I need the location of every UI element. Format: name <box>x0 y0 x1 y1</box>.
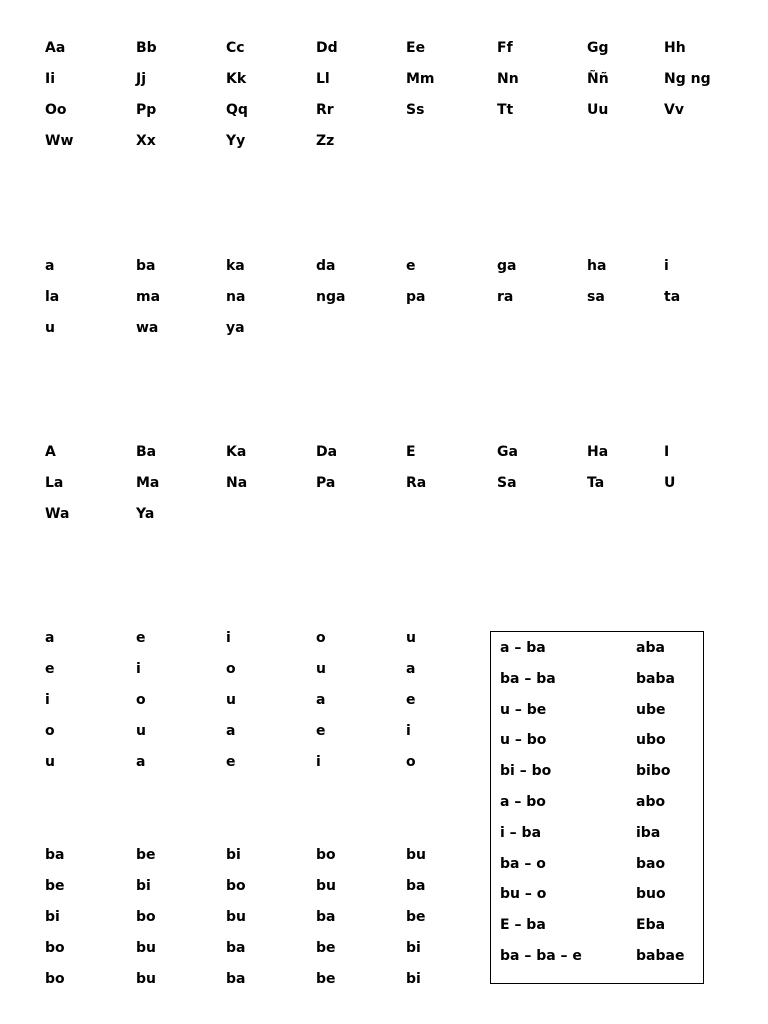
b-syllable: bu <box>316 878 336 894</box>
uppercase-syllable: Pa <box>316 475 336 491</box>
alphabet-letter: Zz <box>316 133 335 149</box>
b-syllable: ba <box>226 971 246 987</box>
combined-word: babae <box>636 948 685 964</box>
alphabet-letter: Mm <box>406 71 435 87</box>
syllable-parts: ba – ba – e <box>500 948 582 964</box>
b-syllable: ba <box>316 909 336 925</box>
combined-word: bao <box>636 855 666 872</box>
b-syllable: be <box>45 878 65 894</box>
lowercase-syllable: wa <box>136 320 159 336</box>
vowel: a <box>226 723 236 739</box>
lowercase-syllable: la <box>45 289 60 305</box>
vowel: o <box>136 692 146 708</box>
lowercase-syllable: pa <box>406 289 426 305</box>
combined-word: Eba <box>636 917 666 934</box>
lowercase-syllable: ma <box>136 289 161 305</box>
vowel: i <box>136 661 141 677</box>
syllable-parts: u – bo <box>500 732 547 749</box>
alphabet-letter: Oo <box>45 102 67 118</box>
b-syllable: bo <box>316 847 336 863</box>
word-box-row <box>491 640 703 660</box>
b-syllable: bi <box>406 940 421 956</box>
alphabet-letter: Gg <box>587 40 609 56</box>
uppercase-syllable: A <box>45 444 56 460</box>
alphabet-letter: Pp <box>136 102 157 118</box>
combined-word: bibo <box>636 763 671 780</box>
vowel: u <box>136 723 146 739</box>
combined-word: aba <box>636 640 665 656</box>
vowel: u <box>45 754 55 770</box>
vowel: o <box>45 723 55 739</box>
alphabet-letter: Rr <box>316 102 334 118</box>
b-syllable: bu <box>136 940 156 956</box>
uppercase-syllable: Ka <box>226 444 247 460</box>
alphabet-letter: Bb <box>136 40 157 56</box>
vowel: a <box>45 630 55 646</box>
b-syllable: bi <box>226 847 241 863</box>
lowercase-syllable: e <box>406 258 416 274</box>
vowel: e <box>316 723 326 739</box>
lowercase-syllable: da <box>316 258 336 274</box>
word-box-row <box>491 671 703 691</box>
alphabet-letter: Ww <box>45 133 74 149</box>
uppercase-syllable: Ma <box>136 475 160 491</box>
vowel: u <box>406 630 416 646</box>
alphabet-letter: Jj <box>136 71 147 87</box>
uppercase-syllable: E <box>406 444 416 460</box>
b-syllable: bi <box>136 878 151 894</box>
uppercase-syllable: U <box>664 475 676 491</box>
alphabet-letter: Ññ <box>587 71 609 87</box>
uppercase-syllable: Ta <box>587 475 605 491</box>
uppercase-syllable: Na <box>226 475 248 491</box>
b-syllable: bi <box>406 971 421 987</box>
word-box-row <box>491 948 703 968</box>
syllable-parts: bi – bo <box>500 763 552 780</box>
syllable-parts: a – ba <box>500 640 546 656</box>
lowercase-syllable: ta <box>664 289 681 305</box>
vowel: o <box>226 661 236 677</box>
alphabet-letter: Tt <box>497 102 514 118</box>
vowel: e <box>406 692 416 708</box>
b-syllable: be <box>136 847 156 863</box>
lowercase-syllable: ha <box>587 258 607 274</box>
alphabet-letter: Xx <box>136 133 156 149</box>
word-box-row <box>491 917 703 937</box>
vowel: a <box>316 692 326 708</box>
lowercase-syllable: nga <box>316 289 346 305</box>
vowel: i <box>316 754 321 770</box>
alphabet-letter: Kk <box>226 71 247 87</box>
vowel: a <box>406 661 416 677</box>
syllable-parts: a – bo <box>500 794 546 810</box>
alphabet-letter: Hh <box>664 40 686 56</box>
b-syllable: bi <box>45 909 60 925</box>
alphabet-letter: Ee <box>406 40 426 56</box>
syllable-parts: ba – o <box>500 855 546 872</box>
vowel: e <box>226 754 236 770</box>
vowel: o <box>406 754 416 770</box>
b-syllable: bu <box>136 971 156 987</box>
lowercase-syllable: a <box>45 258 55 274</box>
syllable-parts: u – be <box>500 701 547 718</box>
b-syllable: bo <box>136 909 156 925</box>
lowercase-syllable: ra <box>497 289 514 305</box>
alphabet-letter: Ng ng <box>664 71 711 87</box>
lowercase-syllable: sa <box>587 289 605 305</box>
alphabet-letter: Ll <box>316 71 330 87</box>
alphabet-letter: Ss <box>406 102 425 118</box>
alphabet-letter: Ii <box>45 71 56 87</box>
alphabet-letter: Qq <box>226 102 248 118</box>
b-syllable: ba <box>45 847 65 863</box>
vowel: a <box>136 754 146 770</box>
combined-word: buo <box>636 886 666 903</box>
word-building-box <box>490 631 704 984</box>
vowel: e <box>136 630 146 646</box>
lowercase-syllable: ka <box>226 258 245 274</box>
vowel: e <box>45 661 55 677</box>
alphabet-letter: Aa <box>45 40 66 56</box>
b-syllable: be <box>316 940 336 956</box>
combined-word: baba <box>636 670 675 687</box>
b-syllable: bo <box>45 971 65 987</box>
b-syllable: be <box>316 971 336 987</box>
vowel: i <box>406 723 411 739</box>
uppercase-syllable: Ya <box>136 506 155 522</box>
uppercase-syllable: Ba <box>136 444 157 460</box>
alphabet-letter: Vv <box>664 102 684 118</box>
b-syllable: bu <box>226 909 246 925</box>
word-box-row <box>491 702 703 722</box>
uppercase-syllable: La <box>45 475 64 491</box>
word-box-row <box>491 763 703 783</box>
combined-word: iba <box>636 824 661 841</box>
b-syllable: be <box>406 909 426 925</box>
uppercase-syllable: Sa <box>497 475 517 491</box>
alphabet-letter: Cc <box>226 40 245 56</box>
combined-word: ube <box>636 701 666 718</box>
uppercase-syllable: Wa <box>45 506 70 522</box>
lowercase-syllable: ga <box>497 258 517 274</box>
word-box-row <box>491 825 703 845</box>
uppercase-syllable: Ha <box>587 444 609 460</box>
lowercase-syllable: u <box>45 320 55 336</box>
uppercase-syllable: Ga <box>497 444 518 460</box>
syllable-parts: E – ba <box>500 917 546 934</box>
lowercase-syllable: na <box>226 289 246 305</box>
word-box-row <box>491 732 703 752</box>
vowel: i <box>226 630 231 646</box>
alphabet-letter: Nn <box>497 71 519 87</box>
word-box-row <box>491 794 703 814</box>
alphabet-letter: Ff <box>497 40 513 56</box>
lowercase-syllable: ba <box>136 258 156 274</box>
uppercase-syllable: Da <box>316 444 338 460</box>
uppercase-syllable: Ra <box>406 475 427 491</box>
b-syllable: bu <box>406 847 426 863</box>
vowel: u <box>226 692 236 708</box>
b-syllable: ba <box>226 940 246 956</box>
vowel: o <box>316 630 326 646</box>
lowercase-syllable: ya <box>226 320 245 336</box>
alphabet-letter: Yy <box>226 133 246 149</box>
syllable-parts: i – ba <box>500 824 542 841</box>
b-syllable: ba <box>406 878 426 894</box>
syllable-parts: bu – o <box>500 886 547 903</box>
word-box-row <box>491 886 703 906</box>
syllable-parts: ba – ba <box>500 670 556 687</box>
vowel: u <box>316 661 326 677</box>
combined-word: abo <box>636 794 666 810</box>
b-syllable: bo <box>226 878 246 894</box>
uppercase-syllable: I <box>664 444 670 460</box>
alphabet-letter: Uu <box>587 102 609 118</box>
b-syllable: bo <box>45 940 65 956</box>
alphabet-letter: Dd <box>316 40 338 56</box>
word-box-row <box>491 856 703 876</box>
combined-word: ubo <box>636 732 666 749</box>
vowel: i <box>45 692 50 708</box>
lowercase-syllable: i <box>664 258 669 274</box>
